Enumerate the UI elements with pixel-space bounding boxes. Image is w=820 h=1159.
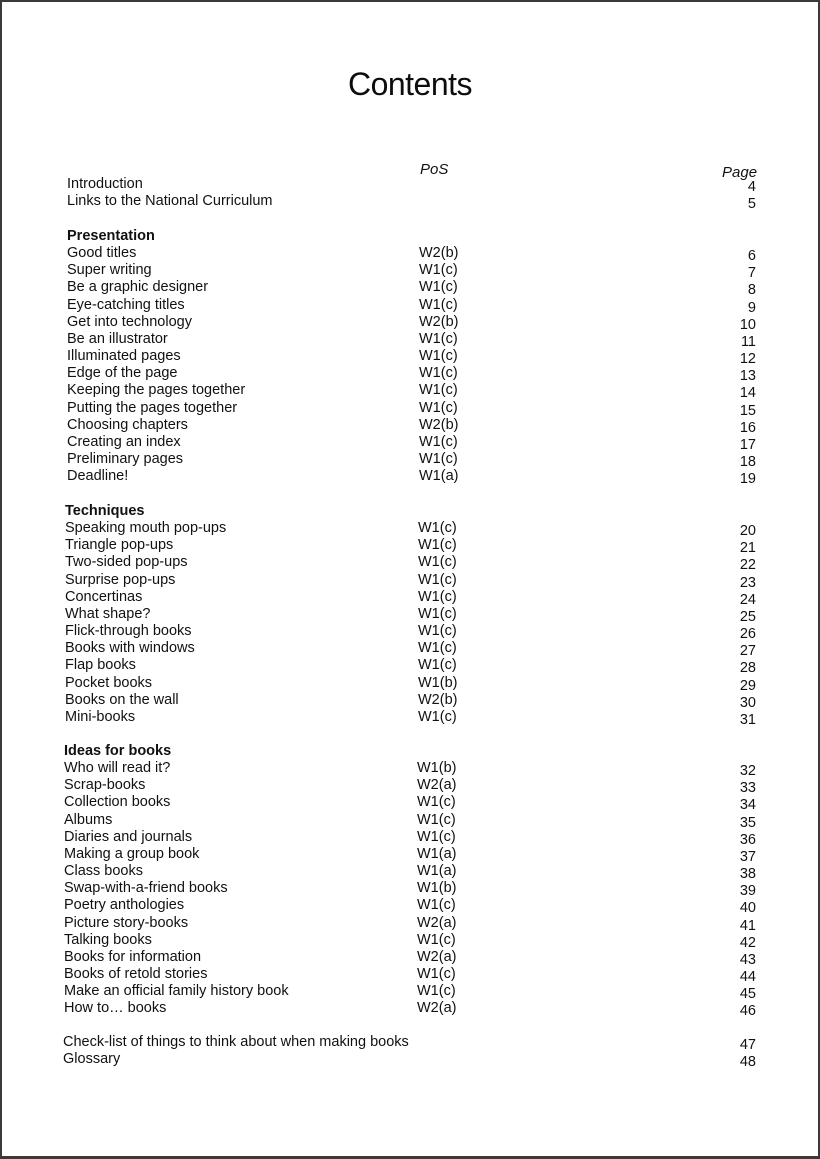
entry-pos-code: W1(c)	[419, 365, 458, 382]
entry-pos-code: W1(c)	[419, 399, 458, 416]
entry-page-number: 45	[739, 986, 756, 1003]
entry-title: Creating an index	[67, 433, 181, 450]
entry-title: Scrap-books	[64, 777, 146, 794]
toc-entry[interactable]	[2, 589, 818, 606]
entry-page-number: 6	[747, 248, 756, 265]
entry-pos-code: W1(a)	[417, 845, 457, 862]
entry-page-number: 33	[739, 780, 756, 797]
entry-pos-code: W1(c)	[418, 520, 457, 537]
entry-title: Mini-books	[65, 708, 136, 725]
toc-entry[interactable]	[2, 1051, 818, 1071]
toc-entry[interactable]	[2, 623, 818, 643]
toc-entry[interactable]	[2, 417, 818, 434]
entry-title: Check-list of things to think about when making books	[63, 1034, 409, 1050]
toc-entry[interactable]	[2, 863, 818, 883]
entry-title: Two-sided pop-ups	[65, 554, 188, 571]
entry-pos-code: W1(c)	[419, 433, 458, 450]
entry-title: Collection books	[64, 794, 171, 811]
entry-pos-code: W1(b)	[418, 674, 458, 691]
entry-pos-code: W1(c)	[418, 623, 457, 640]
toc-entry[interactable]	[2, 657, 818, 677]
toc-entry[interactable]	[2, 314, 818, 331]
toc-entry[interactable]	[2, 382, 818, 402]
entry-pos-code: W1(a)	[417, 863, 457, 880]
toc-entry[interactable]	[2, 949, 818, 966]
section-heading: Presentation	[67, 228, 155, 244]
entry-page-number: 37	[739, 848, 756, 865]
entry-page-number: 40	[739, 900, 756, 917]
entry-title: Speaking mouth pop-ups	[65, 520, 227, 537]
entry-pos-code: W1(b)	[417, 760, 457, 777]
entry-title: Picture story-books	[64, 914, 189, 931]
entry-page-number: 9	[747, 299, 756, 316]
entry-pos-code: W1(c)	[419, 348, 458, 365]
entry-page-number: 7	[747, 265, 756, 282]
toc-entry[interactable]	[2, 245, 818, 265]
entry-title: Swap-with-a-friend books	[64, 880, 228, 897]
entry-page-number: 15	[739, 402, 756, 419]
section-heading: Ideas for books	[64, 743, 172, 759]
entry-title: Albums	[64, 811, 113, 828]
entry-title: Making a group book	[64, 845, 200, 862]
entry-page-number: 8	[747, 282, 756, 299]
entry-page-number: 46	[739, 1003, 756, 1020]
entry-page-number: 12	[739, 351, 756, 368]
entry-title: Glossary	[63, 1051, 121, 1068]
entry-title: How to… books	[64, 1000, 167, 1017]
entry-page-number: 32	[739, 763, 756, 780]
toc-entry[interactable]	[2, 897, 818, 917]
entry-title: Who will read it?	[64, 760, 171, 777]
entry-title: Books with windows	[65, 640, 195, 657]
toc-entry[interactable]	[2, 932, 818, 949]
entry-pos-code: W1(c)	[418, 640, 457, 657]
entry-pos-code: W1(c)	[417, 794, 456, 811]
entry-page-number: 39	[739, 883, 756, 900]
entry-page-number: 17	[739, 436, 756, 453]
entry-page-number: 47	[739, 1037, 756, 1053]
entry-page-number: 35	[739, 814, 756, 831]
entry-pos-code: W1(c)	[418, 605, 457, 622]
entry-pos-code: W1(b)	[417, 880, 457, 897]
entry-title: Flap books	[65, 657, 136, 674]
entry-title: Good titles	[67, 245, 137, 262]
toc-entry[interactable]	[2, 434, 818, 451]
entry-page-number: 24	[739, 591, 756, 608]
entry-pos-code: W2(a)	[417, 1000, 457, 1017]
entry-title: Links to the National Curriculum	[67, 193, 273, 210]
entry-pos-code: W1(c)	[418, 571, 457, 588]
entry-title: Talking books	[64, 931, 152, 948]
toc-entry[interactable]	[2, 348, 818, 368]
toc-entry[interactable]	[2, 554, 818, 574]
toc-entry[interactable]	[2, 709, 818, 726]
entry-pos-code: W1(c)	[417, 965, 456, 982]
entry-title: Introduction	[67, 176, 143, 192]
entry-page-number: 48	[739, 1054, 756, 1071]
entry-title: Books of retold stories	[64, 965, 208, 982]
entry-page-number: 5	[747, 196, 756, 213]
entry-page-number: 19	[739, 471, 756, 488]
entry-page-number: 44	[739, 968, 756, 985]
entry-page-number: 23	[739, 574, 756, 591]
entry-page-number: 43	[739, 951, 756, 968]
toc-entry[interactable]	[2, 331, 818, 348]
toc-entry[interactable]	[2, 520, 818, 540]
entry-pos-code: W2(b)	[419, 245, 459, 262]
entry-page-number: 14	[739, 385, 756, 402]
entry-title: Keeping the pages together	[67, 382, 246, 399]
entry-title: Choosing chapters	[67, 416, 188, 433]
entry-page-number: 27	[739, 643, 756, 660]
entry-pos-code: W1(c)	[417, 983, 456, 1000]
toc-entry[interactable]	[2, 193, 818, 213]
toc-entry[interactable]	[2, 675, 818, 692]
entry-pos-code: W1(c)	[419, 450, 458, 467]
toc-entry[interactable]	[2, 297, 818, 314]
entry-pos-code: W2(b)	[418, 691, 458, 708]
entry-page-number: 22	[739, 557, 756, 574]
entry-title: Be an illustrator	[67, 330, 168, 347]
entry-title: Eye-catching titles	[67, 296, 185, 313]
toc-entry[interactable]	[2, 640, 818, 660]
entry-title: Diaries and journals	[64, 828, 193, 845]
entry-title: Pocket books	[65, 674, 153, 691]
entry-pos-code: W1(c)	[418, 554, 457, 571]
entry-title: Preliminary pages	[67, 450, 184, 467]
entry-page-number: 36	[739, 831, 756, 848]
entry-title: Illuminated pages	[67, 348, 181, 365]
entry-pos-code: W2(a)	[417, 914, 457, 931]
toc-entry[interactable]	[2, 176, 818, 193]
entry-title: Be a graphic designer	[67, 279, 209, 296]
toc-entry[interactable]	[2, 468, 818, 488]
entry-pos-code: W1(c)	[417, 897, 456, 914]
entry-page-number: 30	[739, 694, 756, 711]
entry-page-number: 13	[739, 368, 756, 385]
entry-pos-code: W1(a)	[419, 468, 459, 485]
toc-entry[interactable]	[2, 400, 818, 417]
entry-title: Books for information	[64, 948, 202, 965]
entry-title: Concertinas	[65, 588, 143, 605]
entry-pos-code: W1(c)	[418, 708, 457, 725]
entry-page-number: 28	[739, 660, 756, 677]
toc-entry[interactable]	[2, 1000, 818, 1020]
entry-page-number: 10	[739, 316, 756, 333]
entry-page-number: 34	[739, 797, 756, 814]
toc-entry[interactable]	[2, 262, 818, 282]
entry-pos-code: W2(a)	[417, 777, 457, 794]
entry-page-number: 21	[739, 540, 756, 557]
entry-pos-code: W1(c)	[419, 296, 458, 313]
entry-title: What shape?	[65, 605, 151, 622]
toc-entry[interactable]	[2, 537, 818, 557]
toc-entry[interactable]	[2, 915, 818, 932]
entry-page-number: 4	[747, 179, 756, 195]
toc-entry[interactable]	[2, 880, 818, 900]
entry-pos-code: W1(c)	[418, 588, 457, 605]
toc-entry[interactable]	[2, 365, 818, 385]
toc-entry[interactable]	[2, 692, 818, 709]
entry-title: Deadline!	[67, 468, 129, 485]
entry-title: Make an official family history book	[64, 983, 289, 1000]
entry-page-number: 31	[739, 711, 756, 728]
toc-entry[interactable]	[2, 451, 818, 468]
entry-page-number: 11	[740, 333, 756, 350]
entry-pos-code: W2(b)	[419, 313, 459, 330]
entry-pos-code: W1(c)	[418, 537, 457, 554]
entry-title: Flick-through books	[65, 623, 192, 640]
entry-title: Triangle pop-ups	[65, 537, 174, 554]
entry-pos-code: W1(c)	[419, 279, 458, 296]
entry-title: Get into technology	[67, 313, 192, 330]
section-heading: Techniques	[65, 503, 145, 519]
entry-pos-code: W2(a)	[417, 948, 457, 965]
toc-entry[interactable]	[2, 846, 818, 863]
column-header-page: Page	[722, 164, 758, 181]
entry-page-number: 18	[739, 453, 756, 470]
toc-entry[interactable]	[2, 606, 818, 623]
entry-title: Edge of the page	[67, 365, 178, 382]
entry-page-number: 26	[739, 626, 756, 643]
toc-entry[interactable]	[2, 966, 818, 983]
toc-entry[interactable]	[2, 279, 818, 299]
column-header-pos: PoS	[420, 161, 449, 178]
entry-pos-code: W1(c)	[417, 931, 456, 948]
entry-title: Poetry anthologies	[64, 897, 185, 914]
entry-page-number: 25	[739, 608, 756, 625]
entry-pos-code: W1(c)	[419, 262, 458, 279]
entry-page-number: 29	[739, 677, 756, 694]
toc-entry[interactable]	[2, 983, 818, 1003]
entry-title: Class books	[64, 863, 143, 880]
toc-entry[interactable]	[2, 777, 818, 797]
entry-title: Books on the wall	[65, 691, 179, 708]
entry-pos-code: W1(c)	[418, 657, 457, 674]
page-title: Contents	[347, 66, 473, 102]
entry-page-number: 20	[739, 523, 756, 540]
entry-page-number: 42	[739, 934, 756, 951]
entry-page-number: 16	[739, 419, 756, 436]
entry-page-number: 41	[739, 917, 756, 934]
entry-pos-code: W2(b)	[419, 416, 459, 433]
entry-pos-code: W1(c)	[419, 330, 458, 347]
entry-pos-code: W1(c)	[417, 811, 456, 828]
toc-entry[interactable]	[2, 794, 818, 814]
toc-entry[interactable]	[2, 829, 818, 846]
toc-entry[interactable]	[2, 572, 818, 589]
toc-entry[interactable]	[2, 1034, 818, 1051]
entry-title: Surprise pop-ups	[65, 571, 176, 588]
toc-entry[interactable]	[2, 812, 818, 829]
entry-pos-code: W1(c)	[419, 382, 458, 399]
entry-page-number: 38	[739, 866, 756, 883]
entry-pos-code: W1(c)	[417, 828, 456, 845]
toc-entry[interactable]	[2, 760, 818, 780]
entry-title: Super writing	[67, 262, 152, 279]
entry-title: Putting the pages together	[67, 399, 238, 416]
